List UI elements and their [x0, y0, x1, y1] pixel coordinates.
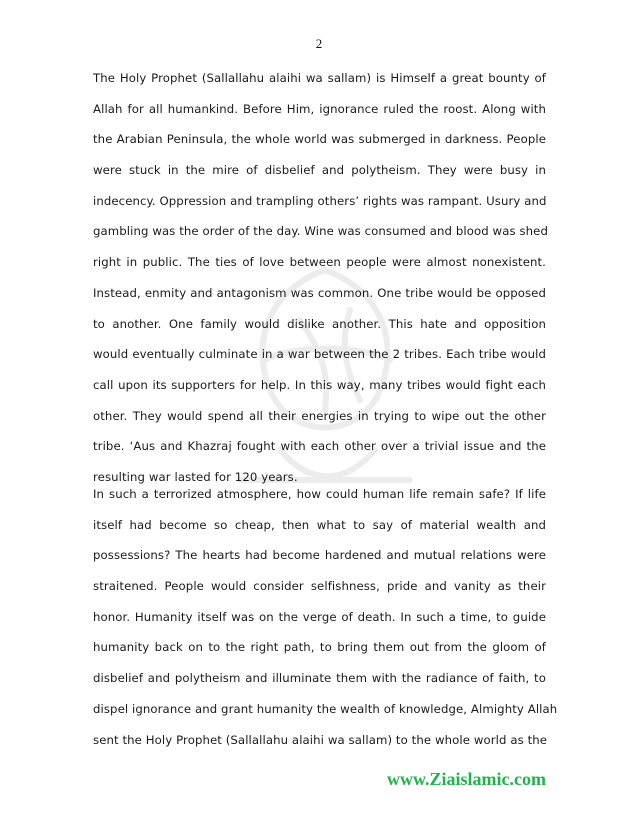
text-line: The Holy Prophet (Sallallahu alaihi wa sallam) is Himself a great bounty of: [93, 71, 546, 85]
text-line: call upon its supporters for help. In this way, many tribes would fight each: [93, 377, 546, 392]
text-line: Instead, enmity and antagonism was common. One tribe would be opposed: [93, 285, 546, 300]
text-line: sent the Holy Prophet (Sallallahu alaihi wa sallam) to the whole world as the: [93, 732, 548, 747]
text-line: were stuck in the mire of disbelief and polytheism. They were busy in: [93, 163, 546, 178]
text-line: tribe. ‘Aus and Khazraj fought with each other over a trivial issue and the: [93, 439, 546, 454]
text-line: straitened. People would consider selfishness, pride and vanity as their: [93, 579, 546, 594]
text-line: dispel ignorance and grant humanity the wealth of knowledge, Almighty Allah: [93, 701, 558, 716]
paragraph-2: [93, 484, 558, 760]
website-link[interactable]: www.Ziaislamic.com: [387, 769, 546, 789]
text-line: right in public. The ties of love between people were almost nonexistent.: [93, 255, 546, 270]
text-line: itself had become so cheap, then what to say of material wealth and: [93, 517, 546, 532]
text-line: humanity back on to the right path, to bring them out from the gloom of: [93, 640, 546, 655]
text-line: to another. One family would dislike another. This hate and opposition: [93, 316, 546, 331]
text-line: the Arabian Peninsula, the whole world was submerged in darkness. People: [93, 132, 546, 147]
text-line: other. They would spend all their energies in trying to wipe out the other: [93, 408, 546, 423]
page-number: 2: [315, 36, 323, 51]
text-line: would eventually culminate in a war between the 2 tribes. Each tribe would: [93, 347, 546, 362]
text-line: resulting war lasted for 120 years.: [93, 469, 298, 484]
text-line: disbelief and polytheism and illuminate them with the radiance of faith, to: [93, 671, 546, 686]
text-line: indecency. Oppression and trampling others’ rights was rampant. Usury and: [93, 193, 547, 208]
text-line: In such a terrorized atmosphere, how could human life remain safe? If life: [93, 487, 546, 501]
text-line: possessions? The hearts had become hardened and mutual relations were: [93, 548, 546, 563]
text-line: Allah for all humankind. Before Him, ignorance ruled the roost. Along with: [93, 101, 546, 116]
text-line: gambling was the order of the day. Wine was consumed and blood was shed: [93, 224, 548, 239]
text-line: honor. Humanity itself was on the verge of death. In such a time, to guide: [93, 609, 546, 624]
paragraph-1: [93, 68, 546, 498]
